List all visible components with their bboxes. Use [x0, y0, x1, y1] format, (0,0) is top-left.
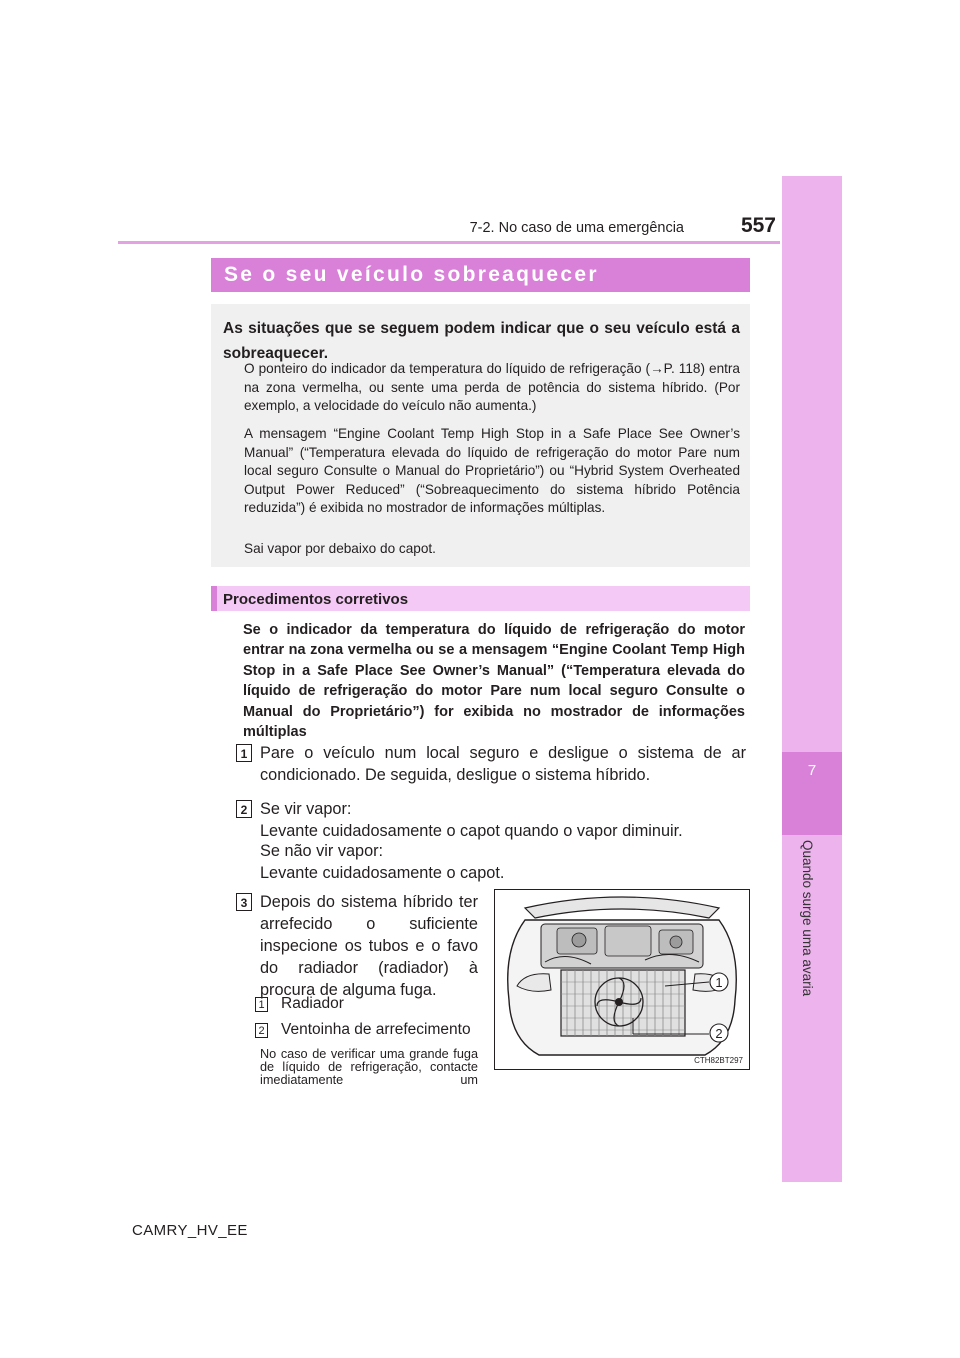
step-number-box: 2 [236, 800, 252, 818]
legend-number: 2 [255, 1023, 268, 1038]
info-lead: As situações que se seguem podem indicar que o seu veículo está a sobreaquecer. [223, 320, 740, 362]
engine-figure [494, 889, 750, 1070]
legend-label: Ventoinha de arrefecimento [281, 1021, 471, 1038]
info-item: O ponteiro do indicador da temperatura do líquido de refrigeração (→P. 118) entra na zona vermelha, ou sente uma perda de potência do sistema híbrido. (Por exemplo, a velocidade do veículo não aumenta.) [244, 361, 740, 413]
step-text: Levante cuidadosamente o capot quando o vapor diminuir. [260, 822, 683, 840]
legend-number: 1 [255, 997, 268, 1012]
chapter-title: Quando surge uma avaria [800, 840, 815, 997]
figure-callout-1: 1 [715, 975, 723, 990]
step-text: Se não vir vapor: [260, 842, 384, 860]
info-item: Sai vapor por debaixo do capot. [244, 541, 436, 556]
step-number-box: 3 [236, 893, 252, 911]
step-text: Depois do sistema híbrido ter arrefecido o suficiente inspecione os tubos e o favo do radiador (radiador) à procura de alguma fuga. [260, 893, 478, 999]
engine-bay-illustration [495, 890, 749, 1069]
header-section-title: 7-2. No caso de uma emergência [469, 220, 684, 236]
step-text: Levante cuidadosamente o capot. [260, 864, 505, 882]
note-text: No caso de verificar uma grande fuga de líquido de refrigeração, contacte imediatamente um [260, 1047, 478, 1087]
legend-label: Radiador [281, 995, 344, 1012]
procedure-lead: Se o indicador da temperatura do líquido de refrigeração do motor entrar na zona vermelha ou se a mensagem “Engine Coolant Temp High Stop in a Safe Place See Owner’s Manual” (“Temperatura elevada do líquido de refrigeração do motor Pare num local seguro Consulte o Manual do Proprietário”) for exibida no mostrador de informações múltiplas [243, 622, 745, 741]
figure-callout-2: 2 [715, 1026, 723, 1041]
step-text: Pare o veículo num local seguro e desligue o sistema de ar condicionado. De seguida, desligue o sistema híbrido. [260, 744, 746, 784]
footer-model-code: CAMRY_HV_EE [132, 1222, 248, 1239]
subheading-accent [211, 586, 217, 611]
subheading: Procedimentos corretivos [223, 591, 409, 608]
page-number: 557 [740, 214, 776, 237]
step-number-box: 1 [236, 744, 252, 762]
step-text: Se vir vapor: [260, 800, 352, 818]
figure-code: CTH82BT297 [694, 1056, 743, 1065]
header-rule [118, 241, 780, 244]
info-item: A mensagem “Engine Coolant Temp High Stop in a Safe Place See Owner’s Manual” (“Temperatura elevada do líquido de refrigeração do motor Pare num local seguro Consulte o Manual do Proprietário”) ou “Hybrid System Overheated Output Power Reduced” (“Sobreaquecimento do sistema híbrido Potência reduzida”) é exibida no mostrador de informações múltiplas. [244, 426, 740, 515]
page-title: Se o seu veículo sobreaquecer [224, 263, 599, 286]
chapter-number: 7 [807, 762, 817, 779]
